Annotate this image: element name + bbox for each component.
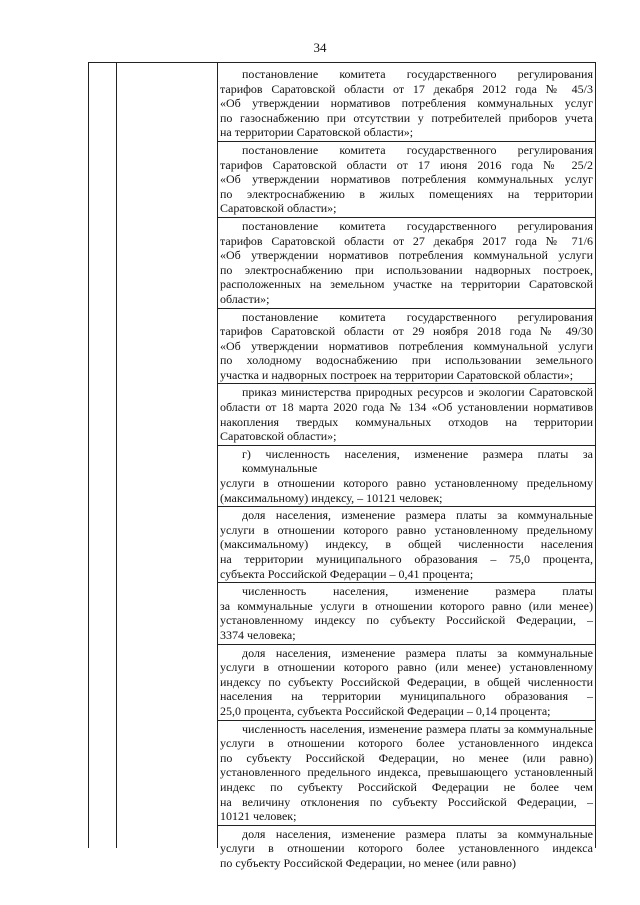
row-divider bbox=[217, 141, 596, 142]
text-line: тарифов Саратовской области от 17 июня 2016 года № 25/2 bbox=[220, 157, 593, 172]
table-cell-text bbox=[220, 67, 593, 870]
text-line: установленному индексу по субъекту Российской Федерации, – bbox=[220, 613, 593, 628]
paragraph bbox=[220, 310, 593, 383]
text-line: постановление комитета государственного регулирования bbox=[242, 309, 593, 324]
text-line: тарифов Саратовской области от 17 декабря 2012 года № 45/3 bbox=[220, 81, 593, 96]
paragraph bbox=[220, 508, 593, 581]
text-line: на территории Саратовской области»; bbox=[220, 125, 414, 140]
text-line: субъекта Российской Федерации – 0,41 процента; bbox=[220, 566, 474, 581]
text-line: приказ министерства природных ресурсов и экологии Саратовской bbox=[242, 385, 593, 400]
paragraph bbox=[220, 143, 593, 216]
paragraph bbox=[220, 385, 593, 443]
text-line: Саратовской области»; bbox=[220, 201, 337, 216]
text-line: накопления твердых коммунальных отходов на территории bbox=[220, 414, 593, 429]
text-line: постановление комитета государственного регулирования bbox=[242, 142, 593, 157]
row-divider bbox=[217, 217, 596, 218]
text-line: численность населения, изменение размера платы за коммунальные bbox=[242, 721, 593, 736]
text-line: 25,0 процента, субъекта Российской Федерации – 0,14 процента; bbox=[220, 703, 551, 718]
paragraph bbox=[220, 219, 593, 307]
text-line: области от 18 марта 2020 года № 134 «Об установлении нормативов bbox=[220, 400, 593, 415]
text-line: услуги в отношении которого равно установленному предельному bbox=[220, 522, 593, 537]
column-divider bbox=[116, 63, 117, 848]
text-line: участка и надворных построек на территории Саратовской области»; bbox=[220, 367, 574, 382]
text-line: доля населения, изменение размера платы за коммунальные bbox=[242, 645, 593, 660]
text-line: за коммунальные услуги в отношении которого равно (или менее) bbox=[220, 598, 593, 613]
text-line: постановление комитета государственного регулирования bbox=[242, 67, 593, 81]
text-line: тарифов Саратовской области от 27 декабря 2017 года № 71/6 bbox=[220, 233, 593, 248]
row-divider bbox=[217, 308, 596, 309]
text-line: услуги в отношении которого более установленного индекса bbox=[220, 736, 593, 751]
text-line: области»; bbox=[220, 291, 270, 306]
text-line: численность населения, изменение размера платы bbox=[242, 584, 593, 599]
text-line: по электроснабжению при использовании надворных построек, bbox=[220, 262, 593, 277]
text-line: индекс по субъекту Российской Федерации не более чем bbox=[220, 779, 593, 794]
text-line: «Об утверждении нормативов потребления коммунальных услуг bbox=[220, 172, 593, 187]
column-divider bbox=[217, 63, 218, 848]
text-line: по субъекту Российской Федерации, но менее (или равно) bbox=[220, 855, 516, 870]
text-line: «Об утверждении нормативов потребления коммунальных услуг bbox=[220, 96, 593, 111]
text-line: г) численность населения, изменение размера платы за коммунальные bbox=[242, 446, 593, 476]
paragraph bbox=[220, 447, 593, 505]
paragraph bbox=[220, 67, 593, 140]
text-line: на территории муниципального образования – 75,0 процента, bbox=[220, 552, 593, 566]
text-line: доля населения, изменение размера платы за коммунальные bbox=[242, 508, 593, 523]
text-line: тарифов Саратовской области от 29 ноября 2018 года № 49/30 bbox=[220, 324, 593, 339]
text-line: 10121 человек; bbox=[220, 809, 297, 824]
page-number: 34 bbox=[313, 40, 327, 55]
text-line: 3374 человека; bbox=[220, 627, 296, 642]
row-divider bbox=[217, 644, 596, 645]
text-line: на величину отклонения по субъекту Российской Федерации, – bbox=[220, 794, 593, 809]
text-line: доля населения, изменение размера платы за коммунальные bbox=[242, 826, 593, 841]
text-line: населения на территории муниципального образования – bbox=[220, 689, 593, 704]
text-line: установленного предельного индекса, превышающего установленный bbox=[220, 765, 593, 780]
text-line: по электроснабжению в жилых помещениях на территории bbox=[220, 186, 593, 201]
text-line: постановление комитета государственного регулирования bbox=[242, 218, 593, 233]
text-line: (максимальному) индексу, – 10121 человек; bbox=[220, 490, 443, 505]
text-line: услуги в отношении которого более установленного индекса bbox=[220, 841, 593, 856]
paragraph bbox=[220, 722, 593, 824]
text-line: услуги в отношении которого равно установленному предельному bbox=[220, 476, 593, 491]
text-line: (максимальному) индексу, в общей численности населения bbox=[220, 537, 593, 552]
paragraph bbox=[220, 584, 593, 642]
text-line: «Об утверждении нормативов потребления коммунальной услуги bbox=[220, 248, 593, 263]
text-line: «Об утверждении нормативов потребления коммунальной услуги bbox=[220, 338, 593, 353]
text-line: по газоснабжению при отсутствии у потребителей приборов учета bbox=[220, 110, 593, 125]
text-line: по субъекту Российской Федерации, но менее (или равно) bbox=[220, 750, 593, 765]
row-divider bbox=[217, 383, 596, 384]
table-frame bbox=[88, 62, 596, 870]
row-divider bbox=[217, 506, 596, 507]
text-line: по холодному водоснабжению при использовании земельного bbox=[220, 353, 593, 368]
row-divider bbox=[217, 825, 596, 826]
text-line: услуги в отношении которого равно (или менее) установленному bbox=[220, 660, 593, 675]
text-line: расположенных на земельном участке на территории Саратовской bbox=[220, 277, 593, 292]
row-divider bbox=[217, 445, 596, 446]
row-divider bbox=[217, 720, 596, 721]
text-line: Саратовской области»; bbox=[220, 429, 337, 444]
row-divider bbox=[217, 582, 596, 583]
paragraph bbox=[220, 827, 593, 871]
text-line: индексу по субъекту Российской Федерации, в общей численности bbox=[220, 674, 593, 689]
paragraph bbox=[220, 646, 593, 719]
